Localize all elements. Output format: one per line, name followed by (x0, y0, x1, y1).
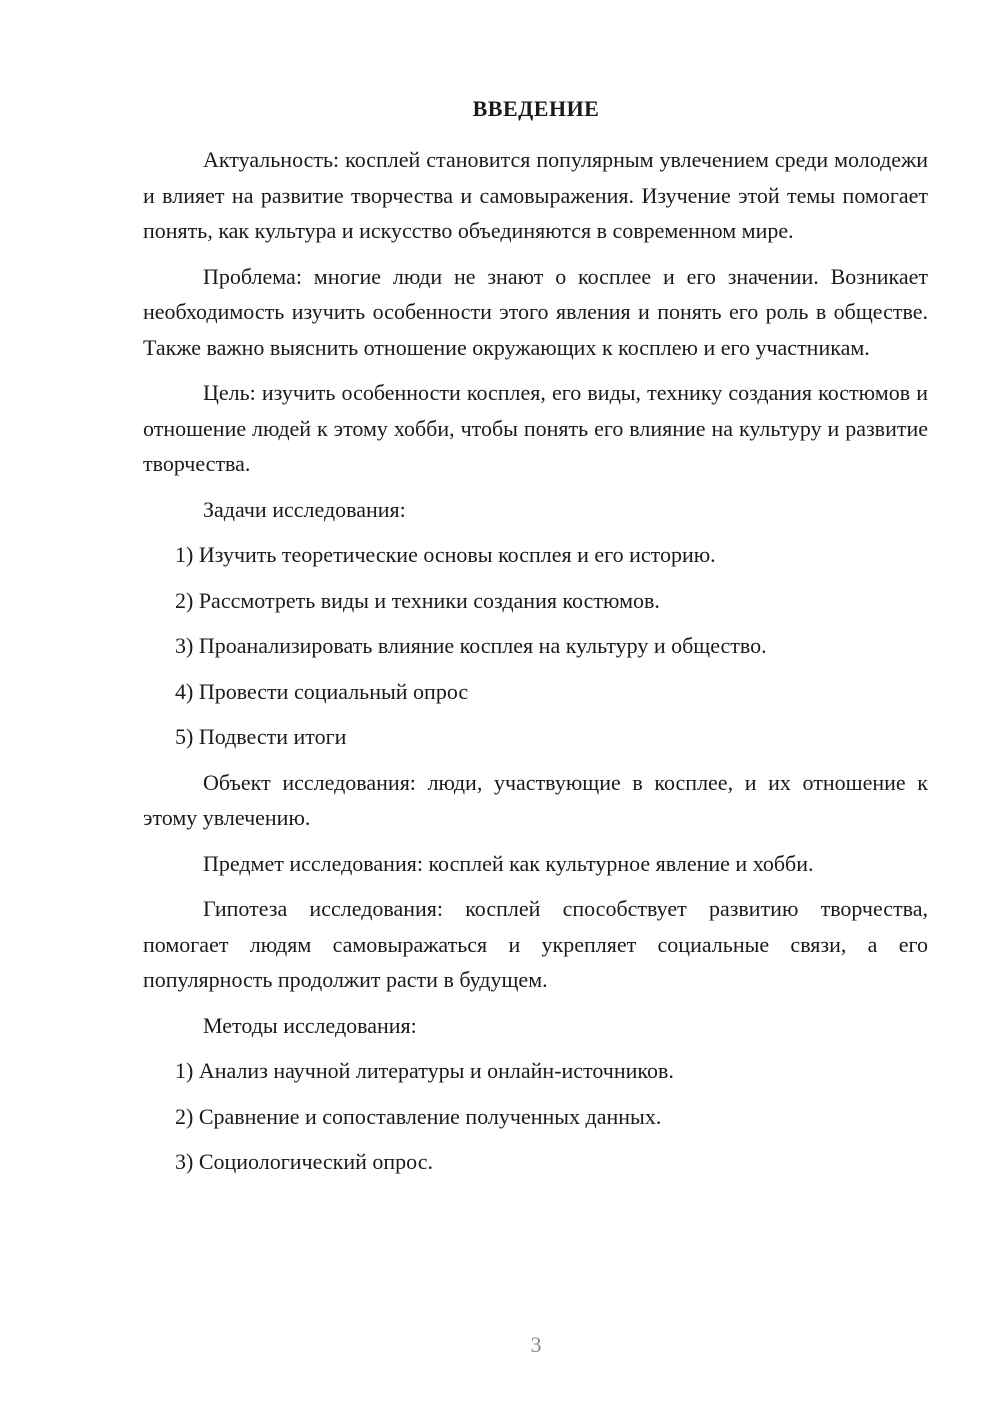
object-paragraph: Объект исследования: люди, участвующие в косплее, и их отношение к этому увлечению. (143, 769, 928, 830)
section-title: ВВЕДЕНИЕ (472, 96, 600, 121)
method-item: 1) Анализ научной литературы и онлайн-источников. (175, 1058, 674, 1083)
tasks-heading: Задачи исследования: (203, 496, 406, 522)
hypothesis-paragraph: Гипотеза исследования: косплей способствует развитию творчества, помогает людям самовыражаться и укрепляет социальные связи, а его популярность продолжит расти в будущем. (143, 896, 928, 992)
page-number: 3 (530, 1332, 542, 1357)
task-item: 5) Подвести итоги (175, 724, 347, 749)
problem-paragraph: Проблема: многие люди не знают о косплее и его значении. Возникает необходимость изучить особенности этого явления и понять его роль в обществе. Также важно выяснить отношение окружающих к косплею и его участникам. (143, 263, 928, 360)
goal-paragraph: Цель: изучить особенности косплея, его виды, технику создания костюмов и отношение людей к этому хобби, чтобы понять его влияние на культуру и развитие творчества. (143, 380, 928, 476)
method-item: 3) Социологический опрос. (175, 1149, 433, 1174)
task-item: 3) Проанализировать влияние косплея на культуру и общество. (175, 633, 767, 658)
subject-paragraph: Предмет исследования: косплей как культурное явление и хобби. (203, 850, 814, 876)
task-item: 4) Провести социальный опрос (175, 678, 469, 704)
document-body (143, 142, 928, 1190)
relevance-paragraph: Актуальность: косплей становится популярным увлечением среди молодежи и влияет на развитие творчества и самовыражения. Изучение этой темы помогает понять, как культура и искусство объединяются в современном мире. (143, 147, 928, 243)
task-item: 1) Изучить теоретические основы косплея и его историю. (175, 542, 716, 567)
task-item: 2) Рассмотреть виды и техники создания костюмов. (175, 587, 660, 613)
methods-heading: Методы исследования: (203, 1012, 417, 1038)
method-item: 2) Сравнение и сопоставление полученных данных. (175, 1103, 662, 1129)
